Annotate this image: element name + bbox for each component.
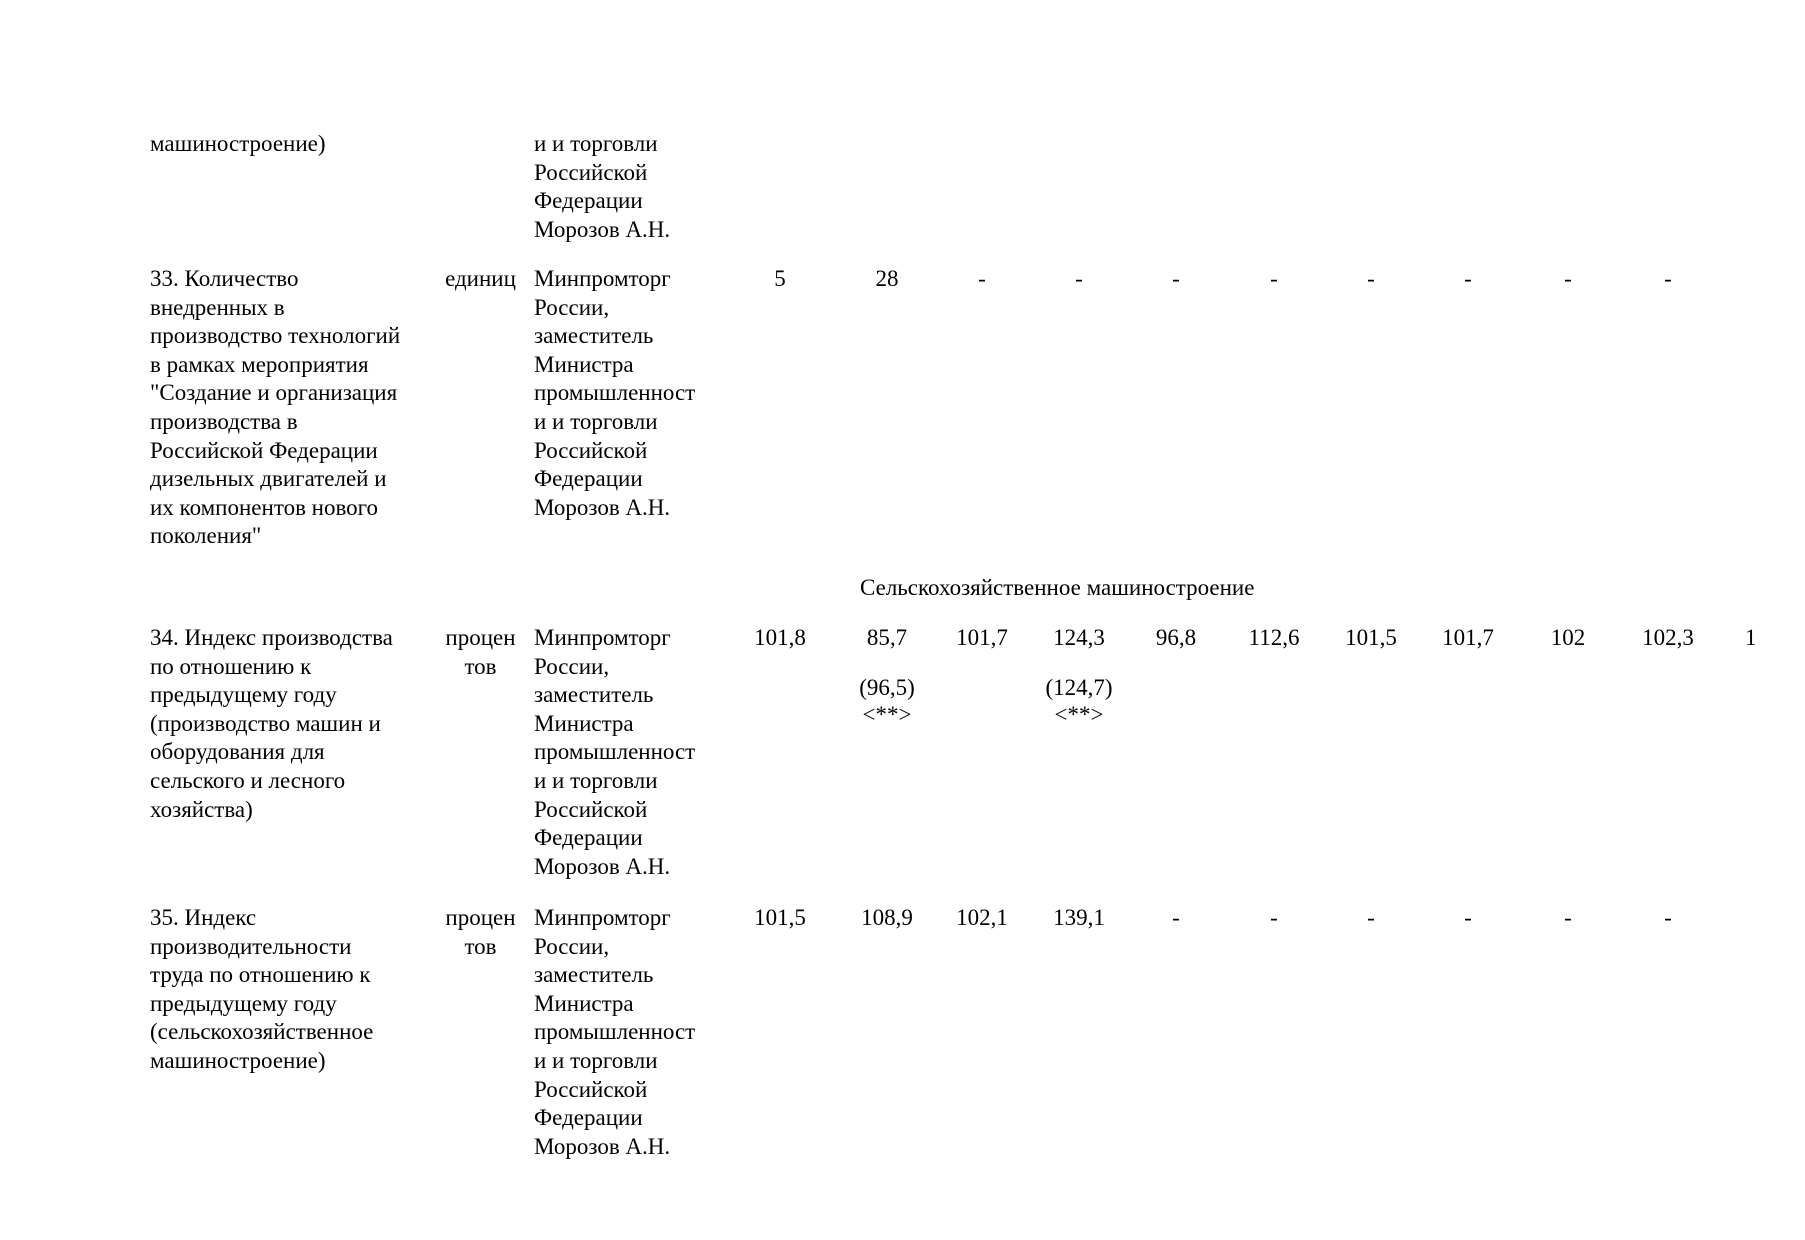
- value-34-8: 101,7: [1442, 625, 1494, 650]
- value-34-3: 101,7: [956, 625, 1008, 650]
- value-33-1: 5: [774, 266, 786, 291]
- responsible-34: Минпромторг России, заместитель Министра промышленност и и торговли Российской Федерации Морозов А.Н.: [534, 625, 696, 879]
- value-33-7: -: [1367, 266, 1375, 291]
- unit-34: процен тов: [445, 625, 516, 679]
- value-35-2: 108,9: [861, 905, 913, 930]
- value-35-6: -: [1270, 905, 1278, 930]
- unit-33: единиц: [445, 266, 516, 291]
- value-34-6: 112,6: [1248, 625, 1300, 650]
- value-35-5: -: [1172, 905, 1180, 930]
- value-33-8: -: [1464, 266, 1472, 291]
- value-34-9: 102: [1550, 625, 1586, 650]
- note-34-2: (96,5) <**>: [859, 675, 915, 727]
- value-35-1: 101,5: [754, 905, 806, 930]
- value-34-5: 96,8: [1155, 625, 1197, 650]
- unit-35: процен тов: [445, 905, 516, 959]
- responsible-continuation: и и торговли Российской Федерации Морозов А.Н.: [534, 131, 671, 242]
- value-34-2: 85,7: [866, 625, 908, 650]
- value-35-7: -: [1367, 905, 1375, 930]
- value-35-9: -: [1564, 905, 1572, 930]
- section-title: Сельскохозяйственное машиностроение: [860, 575, 1255, 600]
- value-33-4: -: [1075, 266, 1083, 291]
- value-34-1: 101,8: [754, 625, 806, 650]
- value-33-9: -: [1564, 266, 1572, 291]
- value-34-10: 102,3: [1642, 625, 1694, 650]
- value-35-4: 139,1: [1053, 905, 1105, 930]
- value-33-3: -: [978, 266, 986, 291]
- responsible-35: Минпромторг России, заместитель Министра промышленност и и торговли Российской Федерации Морозов А.Н.: [534, 905, 696, 1159]
- value-33-6: -: [1270, 266, 1278, 291]
- value-34-4: 124,3: [1053, 625, 1105, 650]
- value-35-10: -: [1664, 905, 1672, 930]
- value-33-10: -: [1664, 266, 1672, 291]
- value-35-8: -: [1464, 905, 1472, 930]
- value-33-5: -: [1172, 266, 1180, 291]
- indicator-33: 33. Количество внедренных в производство технологий в рамках мероприятия "Создание и организация производства в Российской Федерации дизельных двигателей и их компонентов нового поколения": [150, 266, 401, 549]
- value-34-11-clipped: 1: [1745, 625, 1757, 650]
- note-34-4: (124,7) <**>: [1045, 675, 1113, 727]
- indicator-34: 34. Индекс производства по отношению к предыдущему году (производство машин и оборудования для сельского и лесного хозяйства): [150, 625, 393, 822]
- indicator-35: 35. Индекс производительности труда по отношению к предыдущему году (сельскохозяйственное машиностроение): [150, 905, 374, 1073]
- responsible-33: Минпромторг России, заместитель Министра промышленност и и торговли Российской Федерации Морозов А.Н.: [534, 266, 696, 520]
- value-33-2: 28: [875, 266, 899, 291]
- indicator-continuation: машиностроение): [150, 131, 326, 156]
- value-35-3: 102,1: [956, 905, 1008, 930]
- value-34-7: 101,5: [1345, 625, 1397, 650]
